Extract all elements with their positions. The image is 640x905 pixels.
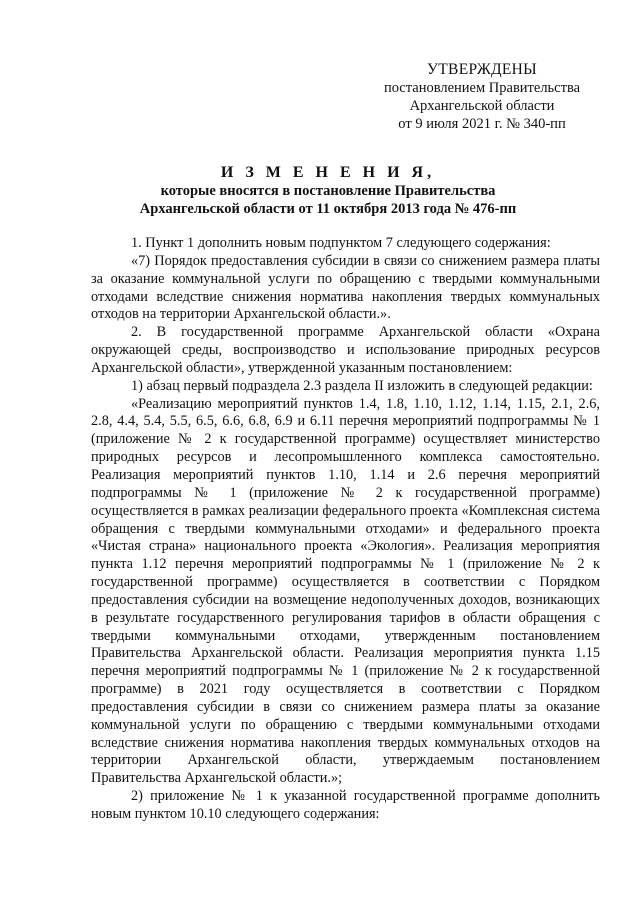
document-title: [80, 164, 576, 218]
paragraph: «Реализацию мероприятий пунктов 1.4, 1.8, 1.10, 1.12, 1.14, 1.15, 2.1, 2.6, 2.8, 4.4, 5.4, 5.5, 6.5, 6.6, 6.8, 6.9 и 6.11 перечня мероприятий подпрограммы № 1 (приложение № 2 к государственной программе) осуществляет министерство природных ресурсов и лесопромышленного комплекса самостоятельно. Реализация мероприятий пунктов 1.10, 1.14 и 2.6 перечня мероприятий подпрограммы № 1 (приложение № 2 к государственной программе) осуществляется в рамках реализации федерального проекта «Комплексная система обращения с твердыми коммунальными отходами» и федерального проекта «Чистая страна» национального проекта «Экология». Реализация мероприятия пункта 1.12 перечня мероприятий подпрограммы № 1 (приложение № 2 к государственной программе) осуществляется в соответствии с Порядком предоставления субсидии на возмещение недополученных доходов, возникающих в результате государственного регулирования тарифов в области обращения с твердыми коммунальными отходами, утвержденным постановлением Правительства Архангельской области. Реализация мероприятия пункта 1.15 перечня мероприятий подпрограммы № 1 (приложение № 2 к государственной программе) в 2021 году осуществляется в соответствии с Порядком предоставления субсидии в связи со снижением размера платы за оказание коммунальной услуги по обращению с твердыми коммунальными отходами вследствие снижения норматива накопления твердых коммунальных отходов на территории Архангельской области, утверждаемым постановлением Правительства Архангельской области.»;: [91, 395, 600, 787]
paragraph: 2. В государственной программе Архангельской области «Охрана окружающей среды, воспроизводство и использование природных ресурсов Архангельской области», утвержденной указанным постановлением:: [91, 324, 600, 376]
title-subline: Архангельской области от 11 октября 2013 года № 476-пп: [139, 201, 517, 217]
title-subline: которые вносятся в постановление Правительства: [160, 183, 496, 199]
approval-line: постановлением Правительства: [383, 80, 581, 96]
paragraph: 1) абзац первый подраздела 2.3 раздела II изложить в следующей редакции:: [131, 377, 593, 394]
approval-heading: УТВЕРЖДЕНЫ: [427, 61, 537, 78]
paragraph: «7) Порядок предоставления субсидии в связи со снижением размера платы за оказание коммунальной услуги по обращению с твердыми коммунальными отходами вследствие снижения норматива накопления твердых коммунальных отходов на территории Архангельской области.».: [91, 252, 600, 323]
approval-line: от 9 июля 2021 г. № 340-пп: [398, 116, 566, 132]
paragraph: 1. Пункт 1 дополнить новым подпунктом 7 следующего содержания:: [131, 235, 551, 251]
paragraph: 2) приложение № 1 к указанной государственной программе дополнить новым пунктом 10.10 следующего содержания:: [91, 788, 600, 822]
title-main: И З М Е Н Е Н И Я,: [220, 164, 436, 181]
document-body: [91, 235, 600, 824]
approval-stamp: [372, 61, 592, 133]
approval-line: Архангельской области: [409, 98, 555, 114]
